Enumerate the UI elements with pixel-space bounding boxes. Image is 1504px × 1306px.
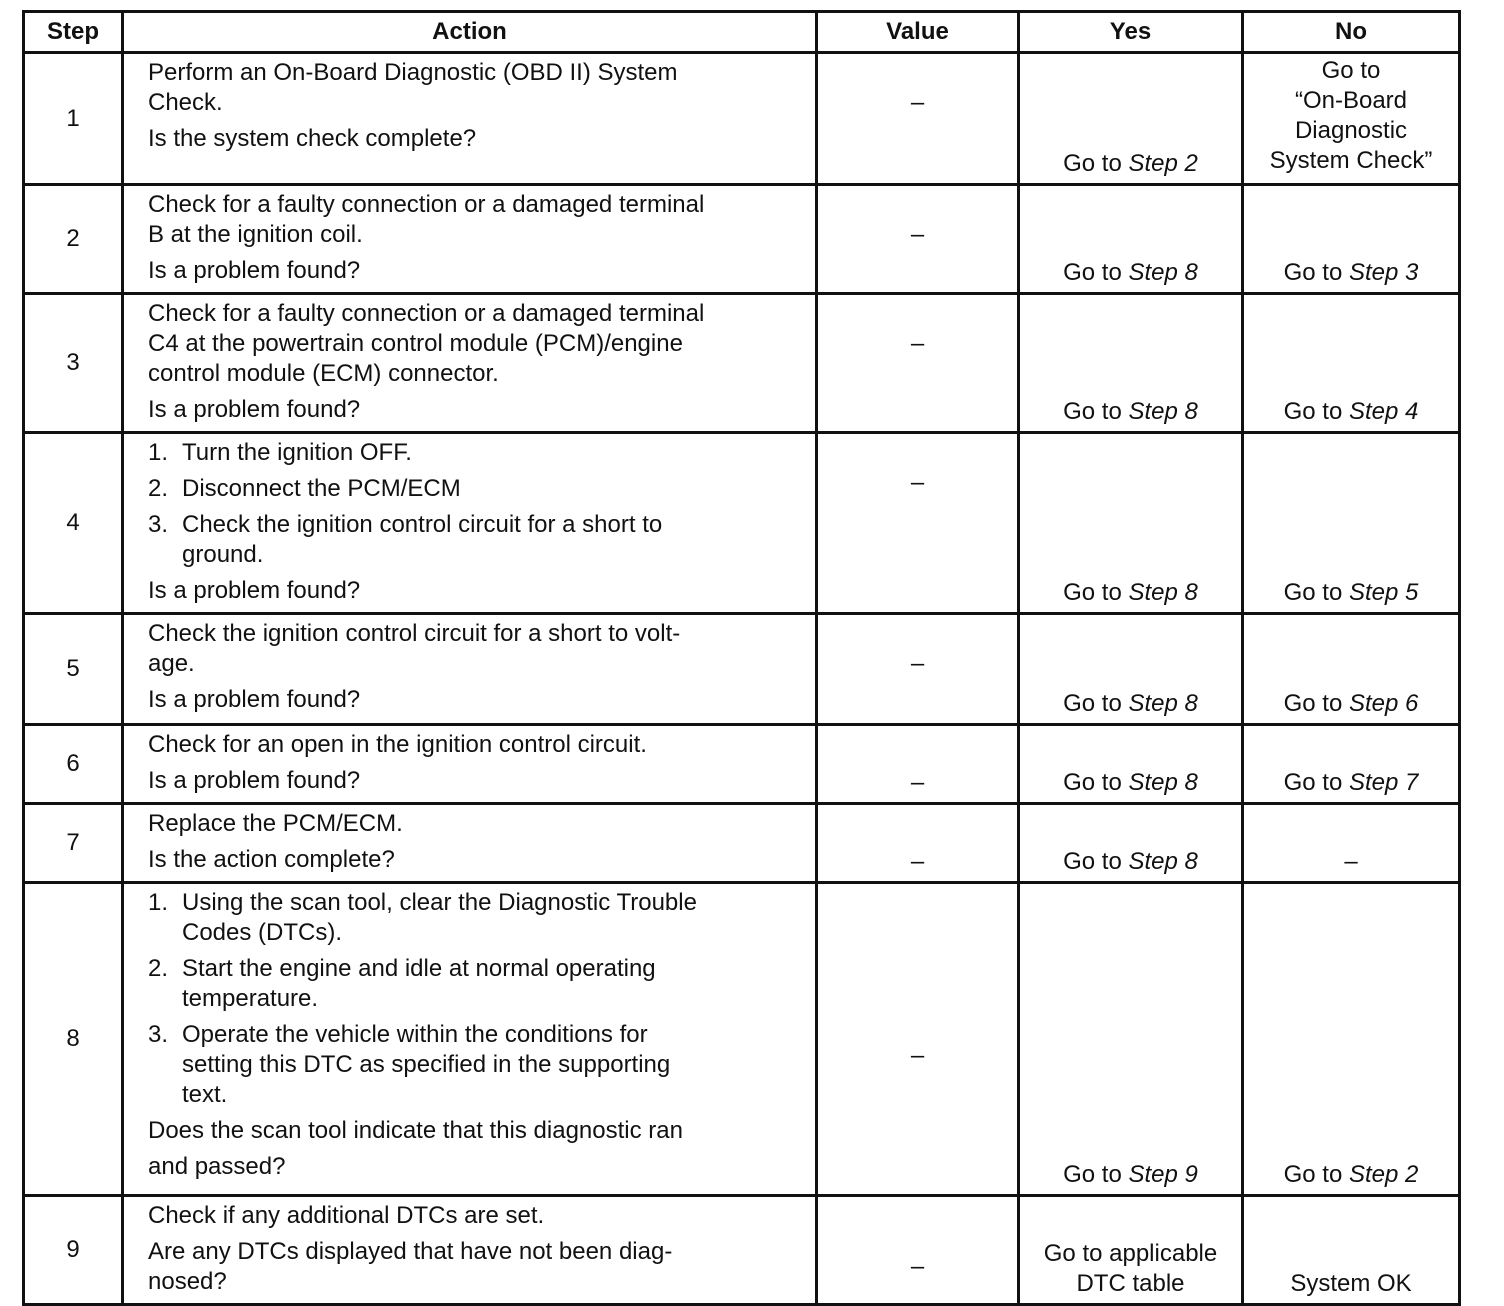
action-question: Is a problem found? xyxy=(148,257,361,284)
table-row xyxy=(24,53,1460,185)
action-question: nosed? xyxy=(148,1268,227,1295)
action-line: Check if any additional DTCs are set. xyxy=(148,1202,545,1229)
action-question: Is a problem found? xyxy=(148,396,361,423)
no-cell xyxy=(1243,883,1460,1196)
item-line: temperature. xyxy=(182,985,319,1012)
item-line: Codes (DTCs). xyxy=(182,919,343,946)
yes-step-link: Step 8 xyxy=(1128,579,1198,606)
yes-cell xyxy=(1019,883,1243,1196)
item-number: 1. xyxy=(148,439,169,466)
go-prefix: Go to xyxy=(1063,848,1129,875)
value-cell: – xyxy=(817,294,1019,433)
value-cell: – xyxy=(817,433,1019,614)
yes-cell xyxy=(1019,53,1243,185)
no-line: “On-Board xyxy=(1294,87,1408,114)
action-question: Does the scan tool indicate that this diagnostic ran xyxy=(148,1117,683,1144)
table-row xyxy=(24,804,1460,883)
yes-step-link: Step 8 xyxy=(1128,398,1198,425)
item-line: ground. xyxy=(182,541,264,568)
no-cell xyxy=(1243,433,1460,614)
go-prefix: Go to xyxy=(1283,1161,1349,1188)
action-question: Is a problem found? xyxy=(148,686,361,713)
header-step: Step xyxy=(24,12,123,53)
header-row xyxy=(24,12,1460,53)
action-line: Check. xyxy=(148,89,223,116)
item-number: 2. xyxy=(148,475,169,502)
action-line: control module (ECM) connector. xyxy=(148,360,499,387)
action-line: B at the ignition coil. xyxy=(148,221,363,248)
yes-cell xyxy=(1019,725,1243,804)
table-row xyxy=(24,614,1460,725)
action-line: Check for a faulty connection or a damaged terminal xyxy=(148,300,705,327)
item-line: Disconnect the PCM/ECM xyxy=(182,475,461,502)
action-cell xyxy=(123,433,817,614)
go-prefix: Go to xyxy=(1063,690,1129,717)
no-cell xyxy=(1243,614,1460,725)
go-prefix: Go to xyxy=(1063,150,1129,177)
go-prefix: Go to xyxy=(1283,398,1349,425)
action-list-item xyxy=(148,888,805,948)
no-line: Diagnostic xyxy=(1294,117,1408,144)
go-prefix: Go to xyxy=(1283,690,1349,717)
yes-line: Go to applicable xyxy=(1043,1240,1218,1267)
action-list-item xyxy=(148,1020,805,1110)
item-number: 2. xyxy=(148,955,169,982)
go-prefix: Go to xyxy=(1283,769,1349,796)
header-no: No xyxy=(1243,12,1460,53)
no-step-link: Step 3 xyxy=(1348,259,1419,286)
yes-cell xyxy=(1019,185,1243,294)
action-question: Is a problem found? xyxy=(148,767,361,794)
yes-cell xyxy=(1019,804,1243,883)
yes-step-link: Step 8 xyxy=(1128,769,1198,796)
yes-cell xyxy=(1019,433,1243,614)
item-line: Start the engine and idle at normal operating xyxy=(182,955,656,982)
value-cell: – xyxy=(817,53,1019,185)
action-question: Is a problem found? xyxy=(148,577,361,604)
go-prefix: Go to xyxy=(1283,579,1349,606)
action-cell xyxy=(123,294,817,433)
yes-cell xyxy=(1019,614,1243,725)
no-cell xyxy=(1243,725,1460,804)
no-line: System Check” xyxy=(1269,147,1433,174)
value-cell: – xyxy=(817,1196,1019,1305)
go-prefix: Go to xyxy=(1063,769,1129,796)
action-cell xyxy=(123,614,817,725)
step-number: 2 xyxy=(24,185,123,294)
table-row xyxy=(24,294,1460,433)
action-cell xyxy=(123,185,817,294)
step-number: 7 xyxy=(24,804,123,883)
item-line: setting this DTC as specified in the supporting xyxy=(182,1051,671,1078)
action-list-item xyxy=(148,510,805,570)
go-prefix: Go to xyxy=(1063,259,1129,286)
table-row xyxy=(24,185,1460,294)
step-number: 9 xyxy=(24,1196,123,1305)
action-question: Is the system check complete? xyxy=(148,125,477,152)
header-action: Action xyxy=(123,12,817,53)
action-line: C4 at the powertrain control module (PCM)/engine xyxy=(148,330,683,357)
no-cell xyxy=(1243,53,1460,185)
value-cell: – xyxy=(817,804,1019,883)
action-list-item xyxy=(148,438,805,468)
action-line: Check for a faulty connection or a damaged terminal xyxy=(148,191,705,218)
step-number: 5 xyxy=(24,614,123,725)
item-number: 3. xyxy=(148,1021,169,1048)
step-number: 1 xyxy=(24,53,123,185)
no-line: Go to xyxy=(1321,57,1381,84)
value-cell: – xyxy=(817,185,1019,294)
item-number: 3. xyxy=(148,511,169,538)
item-line: text. xyxy=(182,1081,228,1108)
yes-step-link: Step 2 xyxy=(1128,150,1198,177)
header-yes: Yes xyxy=(1019,12,1243,53)
no-cell: – xyxy=(1243,804,1460,883)
table-row xyxy=(24,433,1460,614)
yes-line: DTC table xyxy=(1076,1270,1185,1297)
header-value: Value xyxy=(817,12,1019,53)
no-step-link: Step 5 xyxy=(1348,579,1419,606)
go-prefix: Go to xyxy=(1063,579,1129,606)
action-line: Check for an open in the ignition control circuit. xyxy=(148,731,647,758)
go-prefix: Go to xyxy=(1063,398,1129,425)
table-row xyxy=(24,883,1460,1196)
action-cell xyxy=(123,725,817,804)
table-row xyxy=(24,725,1460,804)
action-question: Are any DTCs displayed that have not been diag- xyxy=(148,1238,673,1265)
no-cell xyxy=(1243,185,1460,294)
step-number: 3 xyxy=(24,294,123,433)
action-list-item xyxy=(148,474,805,504)
action-list-item xyxy=(148,954,805,1014)
value-cell: – xyxy=(817,883,1019,1196)
action-cell xyxy=(123,1196,817,1305)
action-line: age. xyxy=(148,650,195,677)
action-cell xyxy=(123,883,817,1196)
item-line: Check the ignition control circuit for a short to xyxy=(182,511,663,538)
action-line: Check the ignition control circuit for a short to volt- xyxy=(148,620,681,647)
step-number: 8 xyxy=(24,883,123,1196)
yes-step-link: Step 9 xyxy=(1128,1161,1198,1188)
action-question: Is the action complete? xyxy=(148,846,395,873)
item-line: Turn the ignition OFF. xyxy=(182,439,412,466)
yes-step-link: Step 8 xyxy=(1128,848,1198,875)
yes-step-link: Step 8 xyxy=(1128,690,1198,717)
table-row xyxy=(24,1196,1460,1305)
yes-cell xyxy=(1019,1196,1243,1305)
item-line: Using the scan tool, clear the Diagnostic Trouble xyxy=(182,889,697,916)
no-step-link: Step 4 xyxy=(1348,398,1419,425)
value-cell: – xyxy=(817,725,1019,804)
no-cell xyxy=(1243,294,1460,433)
action-line: Perform an On-Board Diagnostic (OBD II) System xyxy=(148,59,678,86)
action-cell xyxy=(123,53,817,185)
step-number: 4 xyxy=(24,433,123,614)
step-number: 6 xyxy=(24,725,123,804)
value-cell: – xyxy=(817,614,1019,725)
action-line: Replace the PCM/ECM. xyxy=(148,810,403,837)
no-step-link: Step 2 xyxy=(1348,1161,1419,1188)
no-step-link: Step 7 xyxy=(1348,769,1419,796)
no-cell: System OK xyxy=(1243,1196,1460,1305)
go-prefix: Go to xyxy=(1063,1161,1129,1188)
diagnostic-table xyxy=(22,10,1461,1306)
go-prefix: Go to xyxy=(1283,259,1349,286)
item-line: Operate the vehicle within the conditions for xyxy=(182,1021,648,1048)
no-step-link: Step 6 xyxy=(1348,690,1419,717)
yes-step-link: Step 8 xyxy=(1128,259,1198,286)
item-number: 1. xyxy=(148,889,169,916)
yes-cell xyxy=(1019,294,1243,433)
action-cell xyxy=(123,804,817,883)
action-question: and passed? xyxy=(148,1153,286,1180)
